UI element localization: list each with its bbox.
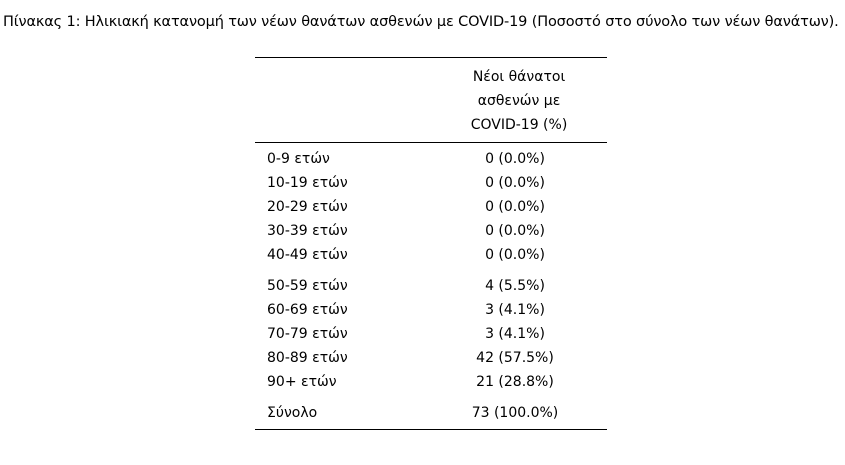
- total-label: Σύνολο: [267, 405, 318, 421]
- table-row: [255, 147, 607, 171]
- row-label: 60-69 ετών: [267, 302, 348, 318]
- table-row: [255, 322, 607, 346]
- row-group-spacer: [255, 267, 607, 274]
- table-body: [255, 143, 607, 425]
- row-value: 42 (57.5%): [476, 350, 554, 366]
- table-caption: Πίνακας 1: Ηλικιακή κατανομή των νέων θανάτων ασθενών με COVID-19 (Ποσοστό στο σύνολο των νέων θανάτων).: [3, 14, 839, 30]
- row-value: 3 (4.1%): [485, 326, 545, 342]
- row-value: 0 (0.0%): [485, 223, 545, 239]
- table-header: [255, 58, 607, 143]
- row-value: 0 (0.0%): [485, 151, 545, 167]
- row-group-spacer: [255, 394, 607, 401]
- row-label: 50-59 ετών: [267, 278, 348, 294]
- table-row: [255, 171, 607, 195]
- table-row: [255, 274, 607, 298]
- total-value: 73 (100.0%): [471, 405, 559, 421]
- row-label: 80-89 ετών: [267, 350, 348, 366]
- table-total-row: [255, 401, 607, 425]
- row-value: 0 (0.0%): [485, 175, 545, 191]
- row-value: 4 (5.5%): [485, 278, 545, 294]
- row-label: 70-79 ετών: [267, 326, 348, 342]
- row-value: 0 (0.0%): [485, 199, 545, 215]
- row-label: 30-39 ετών: [267, 223, 348, 239]
- row-label: 40-49 ετών: [267, 247, 348, 263]
- table-row: [255, 370, 607, 394]
- row-value: 3 (4.1%): [485, 302, 545, 318]
- row-value: 21 (28.8%): [476, 374, 554, 390]
- column-header-line-3: COVID-19 (%): [470, 117, 568, 133]
- column-header-new-deaths: [431, 65, 607, 137]
- table-row: [255, 219, 607, 243]
- row-label: 0-9 ετών: [267, 151, 330, 167]
- column-header-line-2: ασθενών με: [477, 93, 561, 109]
- age-distribution-table: [255, 57, 607, 430]
- table-row: [255, 195, 607, 219]
- table-row: [255, 243, 607, 267]
- table-row: [255, 298, 607, 322]
- row-label: 10-19 ετών: [267, 175, 348, 191]
- row-value: 0 (0.0%): [485, 247, 545, 263]
- row-label: 90+ ετών: [267, 374, 337, 390]
- table-row: [255, 346, 607, 370]
- row-label: 20-29 ετών: [267, 199, 348, 215]
- column-header-line-1: Νέοι θάνατοι: [472, 69, 566, 85]
